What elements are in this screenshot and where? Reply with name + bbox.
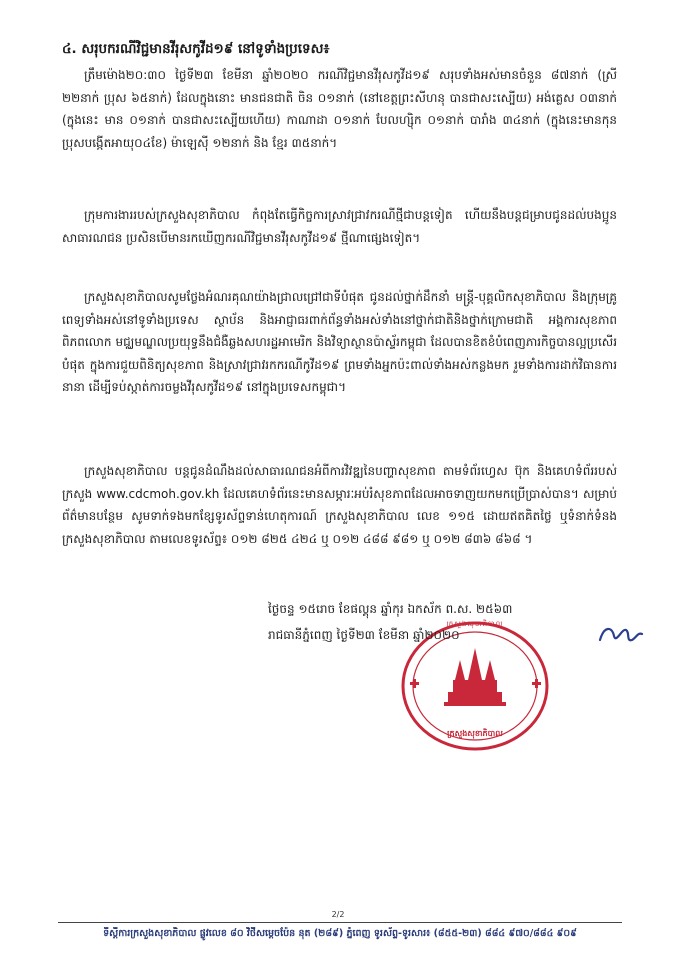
seal-top-text: ក្រសួងសុខាភិបាល xyxy=(446,620,504,628)
seal-bottom-text: ក្រសួងសុខាភិបាល xyxy=(447,729,503,738)
paragraph-investigation: ក្រុមការងាររបស់ក្រសួងសុខាភិបាល កំពុងតែធ្វើកិច្ចការស្រាវជ្រាវករណីថ្មីជាបន្តទៀត ហើយនឹងបន្តជម្រាបជូនដល់បងប្អូនសាធារណជន ប្រសិនបើមានរកឃើញករណីវិជ្ជមានវីរុសកូវីដ១៩ ថ្មីណាផ្សេងទៀត។ xyxy=(62,208,617,245)
section-heading: ៤. សរុបករណីវិជ្ជមានវីរុសកូវីដ១៩ នៅទូទាំងប្រទេស៖ xyxy=(62,41,330,57)
footer-divider xyxy=(58,922,622,923)
page-number: 2/2 xyxy=(331,910,345,919)
paragraph-gratitude: ក្រសួងសុខាភិបាលសូមថ្លែងអំណរគុណយ៉ាងជ្រាលជ្រៅជាទីបំផុត ជូនដល់ថ្នាក់ដឹកនាំ មន្ត្រី-បុគ្គលិកសុខាភិបាល និងក្រុមគ្រូពេទ្យទាំងអស់នៅទូទាំងប្រទេស ស្ថាប័ន និងអាជ្ញាធរពាក់ព័ន្ធទាំងអស់ទាំងនៅថ្នាក់ជាតិនិងថ្នាក់ក្រោមជាតិ អង្គការសុខភាពពិភពលោក មជ្ឈមណ្ឌលប្រយុទ្ធនឹងជំងឺឆ្លងសហរដ្ឋអាមេរិក និងវិទ្យាស្ថានប៉ាស្ទ័រកម្ពុជា ដែលបានខិតខំបំពេញភារកិច្ចបានល្អប្រសើរបំផុត ក្នុងការជួយពិនិត្យសុខភាព និងស្រាវជ្រាវរកករណីកូវីដ១៩ ព្រមទាំងអ្នកប៉ះពាល់ទាំងអស់កន្លងមក រួមទាំងការដាក់វិធានការនានា ដើម្បីទប់ស្កាត់ការចម្លងវីរុសកូវីដ១៩ នៅក្នុងប្រទេសកម្ពុជា។ xyxy=(62,290,617,394)
place-date-line: រាជធានីភ្នំពេញ ថ្ងៃទី២៣ ខែមីនា ឆ្នាំ២០២០ xyxy=(268,628,460,642)
paragraph-contact-info: ក្រសួងសុខាភិបាល បន្តជូនដំណឹងដល់សាធារណជនអំពីការវិវឌ្ឍនៃបញ្ហាសុខភាព តាមទំព័រហ្វេស ប៊ុក និងគេហទំព័ររបស់ក្រសួង www.cdcmoh.gov.kh ដែលគេហទំព័រនេះមានសម្ភារៈអប់រំសុខភាពដែលអាចទាញយកមកប្រើប្រាស់បាន។ សម្រាប់ព័ត៌មានបន្ថែម សូមទាក់ទងមកខ្សែទូរស័ព្ទទាន់ហេតុការណ៍ ក្រសួងសុខាភិបាល លេខ ១១៥ ដោយឥតគិតថ្លៃ ឬទំនាក់ទំនងក្រសួងសុខាភិបាល តាមលេខទូរស័ព្ទ៖ ០១២ ៨២៥ ៤២៤ ឬ ០១២ ៤៨៨ ៩៨១ ឬ ០១២ ៨៣៦ ៨៦៨ ។ xyxy=(62,464,617,546)
paragraph-case-summary: ត្រឹមម៉ោង២០:៣០ ថ្ងៃទី២៣ ខែមីនា ឆ្នាំ២០២០ ករណីវិជ្ជមានវីរុសកូវីដ១៩ សរុបទាំងអស់មានចំនួន ៨៧នាក់ (ស្រី ២២នាក់ ប្រុស ៦៥នាក់) ដែលក្នុងនោះ មានជនជាតិ ចិន ០១នាក់ (នៅខេត្តព្រះសីហនុ បានជាសះស្បើយ) អង់គ្លេស ០៣នាក់ (ក្នុងនេះ មាន ០១នាក់ បានជាសះស្បើយហើយ) កាណាដា ០១នាក់ បែលហ្ស៊ិក ០១នាក់ បារាំង ៣៤នាក់ (ក្នុងនេះមានកុនប្រុសបង្កើតអាយុ០៤ខែ) ម៉ាឡេស៊ី ១២នាក់ និង ខ្មែរ ៣៥នាក់។ xyxy=(62,68,617,150)
lunar-date-line: ថ្ងៃចន្ទ ១៥រោច ខែផល្គុន ឆ្នាំកុរ ឯកស័ក ព.ស. ២៥៦៣ xyxy=(268,602,513,616)
signature-mark xyxy=(596,620,646,650)
footer-address: ទីស្តីការក្រសួងសុខាភិបាល ផ្លូវលេខ ៨០ វិថីសម្ដេចប៉ែន នុត (២៨៩) ភ្នំពេញ ទូរស័ព្ទ-ទូរសារ៖ (៨៥៥-២៣) ៨៨៤ ៩៧០/៨៨៤ ៩០៩ xyxy=(103,928,577,939)
